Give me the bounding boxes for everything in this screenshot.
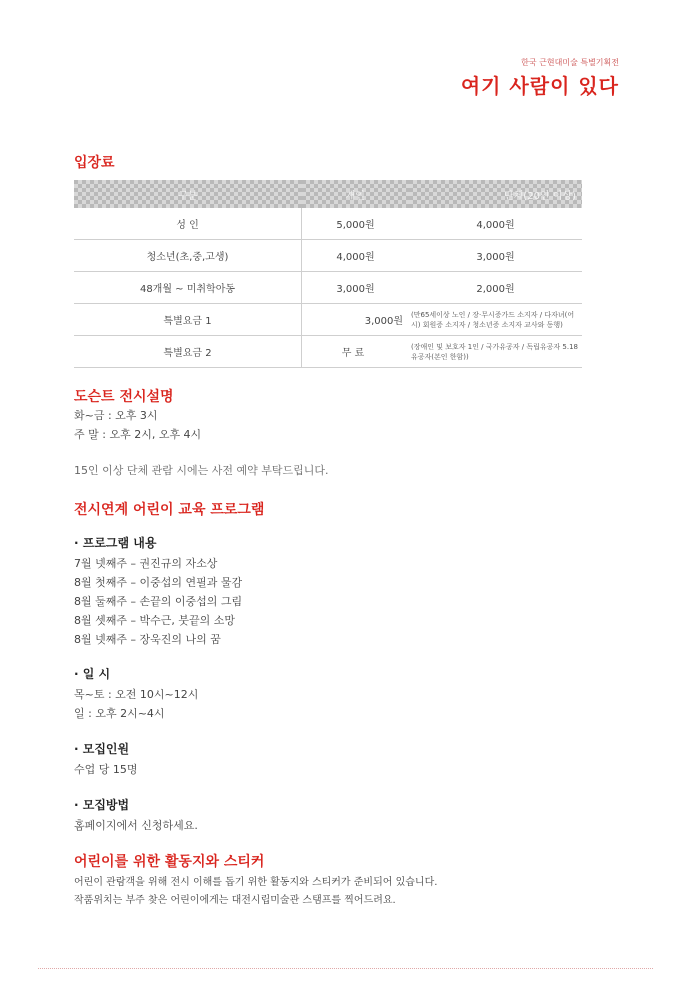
table-row	[74, 240, 582, 272]
footer-divider	[38, 968, 653, 970]
row-individual: 4,000원	[302, 240, 410, 272]
docent-note: 15인 이상 단체 관람 시에는 사전 예약 부탁드립니다.	[74, 464, 329, 477]
special-price: 3,000원	[302, 304, 410, 336]
method-heading: · 모집방법	[74, 798, 130, 812]
program-heading: · 프로그램 내용	[74, 536, 157, 550]
header-subtitle: 한국 근현대미술 특별기획전	[521, 58, 619, 67]
column-individual: 개인	[302, 180, 410, 208]
row-group: 2,000원	[409, 272, 582, 304]
kids-title: 전시연계 어린이 교육 프로그램	[74, 502, 265, 518]
activity-title: 어린이를 위한 활동지와 스티커	[74, 854, 265, 870]
activity-line: 어린이 관람객을 위해 전시 이해를 돕기 위한 활동지와 스티커가 준비되어 있습니다.	[74, 877, 438, 888]
special-price: 무 료	[302, 336, 410, 368]
activity-line: 작품위치는 부주 찾은 어린이에게는 대전시립미술관 스탬프를 찍어드려요.	[74, 895, 396, 906]
column-category: 구분	[74, 180, 302, 208]
row-individual: 3,000원	[302, 272, 410, 304]
program-item: 7월 넷째주 – 권진규의 자소상	[74, 557, 218, 570]
capacity-heading: · 모집인원	[74, 742, 130, 756]
program-item: 8월 첫째주 – 이중섭의 연필과 물감	[74, 576, 243, 589]
capacity-text: 수업 당 15명	[74, 763, 138, 776]
docent-line: 화~금 : 오후 3시	[74, 409, 158, 422]
row-category: 48개월 ~ 미취학아동	[74, 272, 302, 304]
column-group: 단체(20인 이상)	[409, 180, 582, 208]
schedule-heading: · 일 시	[74, 667, 111, 681]
table-row-special	[74, 336, 582, 368]
row-category: 청소년(초,중,고생)	[74, 240, 302, 272]
schedule-item: 목~토 : 오전 10시~12시	[74, 688, 199, 701]
special-note: (만65세이상 노인 / 장·무시증가드 소지자 / 다자녀(어시) 회원증 소지자 / 청소년증 소지자 교사와 동행)	[409, 304, 582, 336]
program-item: 8월 셋째주 – 박수근, 붓끝의 소망	[74, 614, 235, 627]
table-row	[74, 208, 582, 240]
admission-title: 입장료	[74, 155, 115, 171]
row-category: 성 인	[74, 208, 302, 240]
table-row-special	[74, 304, 582, 336]
special-note: (장애인 및 보호자 1인 / 국가유공자 / 독립유공자 5.18 유공자(본인 한함))	[409, 336, 582, 368]
docent-title: 도슨트 전시설명	[74, 389, 174, 405]
method-text: 홈페이지에서 신청하세요.	[74, 819, 198, 832]
docent-line: 주 말 : 오후 2시, 오후 4시	[74, 428, 202, 441]
program-item: 8월 둘째주 – 손끝의 이중섭의 그림	[74, 595, 243, 608]
special-category: 특별요금 2	[74, 336, 302, 368]
table-row	[74, 272, 582, 304]
program-item: 8월 넷째주 – 장욱진의 나의 꿈	[74, 633, 221, 646]
admission-header-row	[74, 180, 582, 208]
admission-table	[74, 180, 582, 368]
row-individual: 5,000원	[302, 208, 410, 240]
row-group: 3,000원	[409, 240, 582, 272]
schedule-item: 일 : 오후 2시~4시	[74, 707, 165, 720]
special-category: 특별요금 1	[74, 304, 302, 336]
header-title: 여기 사람이 있다	[460, 74, 619, 98]
row-group: 4,000원	[409, 208, 582, 240]
